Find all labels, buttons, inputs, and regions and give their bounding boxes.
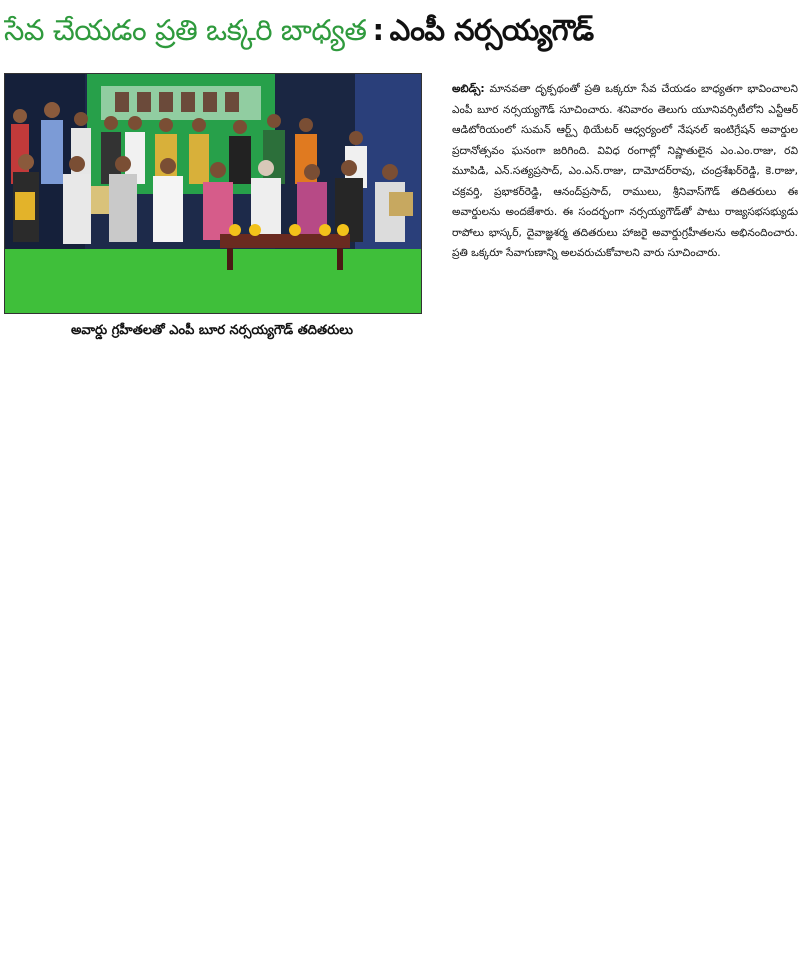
photo-caption: అవార్డు గ్రహీతలతో ఎంపీ బూర నర్సయ్యగౌడ్ తదితరులు: [70, 323, 354, 338]
headline-attribution: ఎంపీ నర్సయ్యగౌడ్: [389, 13, 594, 47]
article-dateline: అబిడ్స్:: [452, 83, 485, 95]
event-photo: [4, 73, 422, 314]
headline: [4, 8, 801, 52]
headline-main: సేవ చేయడం ప్రతి ఒక్కరి బాధ్యత: [4, 13, 367, 47]
article-text: మానవతా దృక్పథంతో ప్రతి ఒక్కరూ సేవ చేయడం బాధ్యతగా భావించాలని ఎంపీ బూర నర్సయ్యగౌడ్ సూచించారు. శనివారం తెలుగు యూనివర్సిటీలోని ఎన్టీఆర్ ఆడిటోరియంలో సుమన్ ఆర్ట్స్ థియేటర్ ఆధ్వర్యంలో నేషనల్ ఇంటిగ్రేషన్ అవార్డుల ప్రదానోత్సవం ఘనంగా జరిగింది. వివిధ రంగాల్లో నిష్ణాతులైన ఎం.ఎం.రాజు, రవి మూపిడి, ఎన్.సత్యప్రసాద్, ఎం.ఎన్.రాజు, దామోదర్‌రావు, చంద్రశేఖర్‌రెడ్డి, కె.రాజు, చక్రవర్తి, ప్రభాకర్‌రెడ్డి, ఆనంద్‌ప్రసాద్, రాములు, శ్రీనివాస్‌గౌడ్ తదితరులు ఈ అవార్డులను అందజేశారు. ఈ సందర్భంగా నర్సయ్యగౌడ్‌తో పాటు రాజ్యసభసభ్యుడు రాపోలు భాస్కర్, దైవాజ్ఞశర్మ తదితరులు హాజరై అవార్డుగ్రహీతలను అభినందించారు. ప్రతి ఒక్కరూ సేవాగుణాన్ని అలవరుచుకోవాలని వారు సూచించారు.: [452, 83, 798, 259]
article-body: [452, 79, 798, 329]
headline-separator: :: [372, 13, 384, 47]
